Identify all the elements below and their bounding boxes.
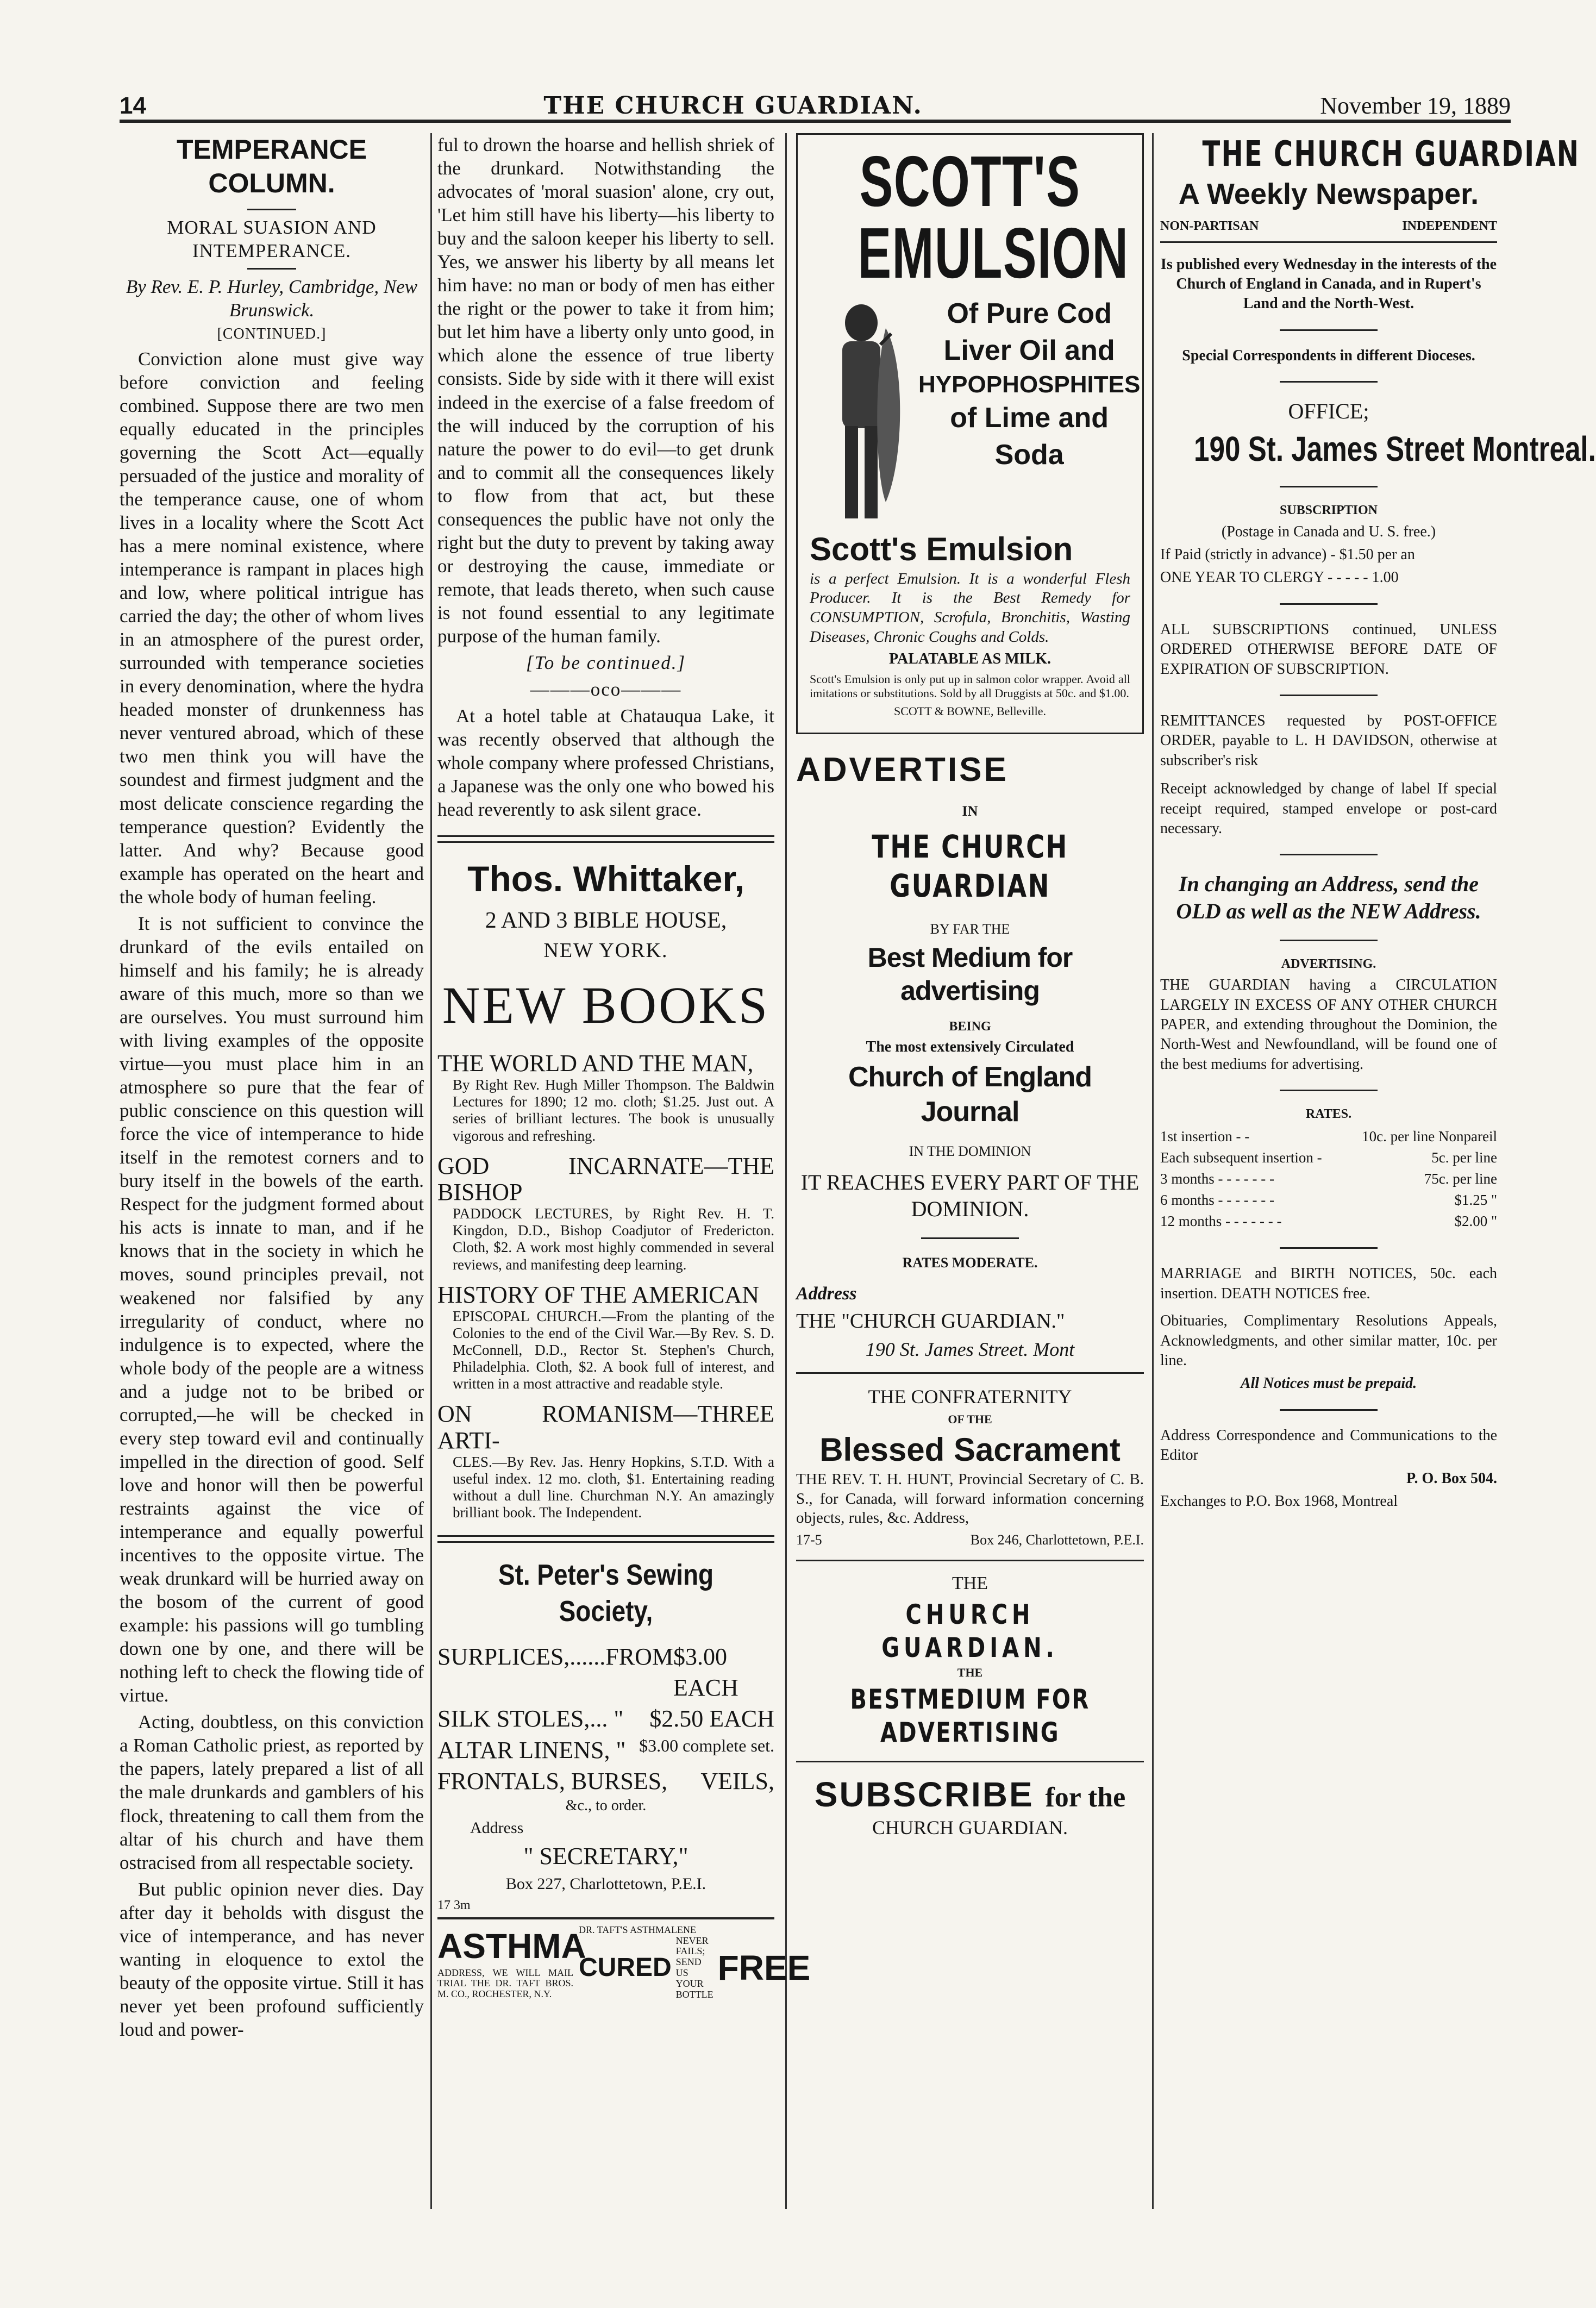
- po-box: P. O. Box 504.: [1406, 1469, 1497, 1487]
- scott-subhead: Scott's Emulsion: [810, 531, 1073, 567]
- publisher-city: NEW YORK.: [543, 939, 668, 962]
- order-note: &c., to order.: [565, 1797, 647, 1814]
- secretary: " SECRETARY,": [523, 1843, 689, 1870]
- ad-ref: 17 3m: [437, 1898, 471, 1913]
- column-rule: [1152, 133, 1154, 2209]
- rate-row: [1160, 1168, 1497, 1190]
- ingredient-line: Liver Oil and: [943, 334, 1115, 366]
- book-title: HISTORY OF THE AMERICAN: [437, 1281, 760, 1308]
- publisher-column: [1160, 133, 1596, 2215]
- guardian-name-wrap: [796, 1598, 1144, 1665]
- rate-row: [1160, 1147, 1497, 1168]
- item-price: $3.00 complete set.: [639, 1735, 774, 1755]
- guardian-name: CHURCH GUARDIAN.: [881, 1598, 1059, 1664]
- asthma-maker: DR. TAFT'S ASTHMALENE: [579, 1924, 696, 1935]
- published-note: Is published every Wednesday in the interests of the Church of England in Canada, and in Rupert's Land and the North-West.: [1160, 255, 1497, 312]
- rate-value: 75c. per line: [1424, 1170, 1497, 1187]
- masthead: THE CHURCH GUARDIAN: [1202, 134, 1580, 174]
- divider: [247, 268, 296, 270]
- book-description: CLES.—By Rev. Jas. Henry Hopkins, S.T.D. With a useful index. 12 mo. cloth, $1. Entertaining reading without a dull line. Churchman N.Y. An amazingly brilliant book. The Independent.: [453, 1453, 774, 1521]
- ingredient-line: Soda: [994, 439, 1064, 471]
- asthma-ad: [437, 1917, 811, 2000]
- scotts-emulsion-ad: [796, 133, 1144, 734]
- book-title: THE WORLD AND THE MAN,: [437, 1050, 754, 1077]
- scott-maker: SCOTT & BOWNE, Belleville.: [893, 704, 1047, 718]
- scott-title-1: SCOTT'S: [859, 141, 1081, 221]
- book-title: GOD INCARNATE—THE BISHOP: [437, 1152, 774, 1205]
- paragraph: Acting, doubtless, on this conviction a Roman Catholic priest, as reported by the papers, lately prepared a list of all the male drunkards and gamblers of his flock, threatening to call them from the altar of his church and have them ostracised from all respectable society.: [120, 1711, 424, 1873]
- divider: [796, 1372, 1144, 1374]
- correspondents: Special Correspondents in different Dioceses.: [1182, 347, 1475, 364]
- best-medium: Best Medium for advertising: [867, 942, 1073, 1006]
- whittaker-ad: [437, 857, 774, 1521]
- divider: [796, 1560, 1144, 1561]
- scott-description: is a perfect Emulsion. It is a wonderful Flesh Producer. It is the Best Remedy for CONSUMPTION, Scrofula, Bronchitis, Wasting Diseases, Chronic Coughs and Colds.: [810, 570, 1130, 646]
- paper-name-wrap: [796, 828, 1144, 905]
- book-entry: [437, 1401, 774, 1521]
- dominion: IN THE DOMINION: [909, 1143, 1031, 1159]
- in-word: IN: [962, 803, 978, 820]
- marriage-notices: MARRIAGE and BIRTH NOTICES, 50c. each insertion. DEATH NOTICES free.: [1160, 1265, 1497, 1302]
- divider: [1280, 854, 1378, 855]
- double-rule: [437, 835, 774, 843]
- guardian-address: THE "CHURCH GUARDIAN.": [796, 1309, 1065, 1333]
- separator: ———oco———: [530, 679, 682, 700]
- divider: [1280, 486, 1378, 487]
- rate-row: [1160, 1211, 1497, 1232]
- box-address: Box 246, Charlottetown, P.E.I.: [970, 1531, 1144, 1548]
- item-name: SURPLICES,......FROM: [437, 1643, 674, 1670]
- stance-row: [1160, 218, 1497, 235]
- rate-row: [1160, 1126, 1497, 1147]
- fisherman-with-cod-illustration: [810, 296, 913, 529]
- column-rule: [785, 133, 787, 2209]
- free-word: FREE: [717, 1948, 811, 1987]
- rate-label: 6 months - - - - - - -: [1160, 1192, 1274, 1209]
- divider: [1280, 381, 1378, 383]
- cured-word: CURED: [579, 1953, 672, 1982]
- address-label: Address: [470, 1819, 524, 1837]
- paragraph: But public opinion never dies. Day after day it beholds with disgust the vice of intemperance, and has never wanting in eloquence to extol the beauty of the opposite virtue. Still it has never yet been profound sufficiently loud and power-: [120, 1878, 424, 2040]
- item-price: VEILS,: [700, 1767, 774, 1794]
- box-address: Box 227, Charlottetown, P.E.I.: [505, 1875, 706, 1893]
- divider: [1280, 1247, 1378, 1249]
- ad-ref: 17-5: [796, 1531, 822, 1548]
- page-number: 14: [120, 92, 146, 119]
- book-description: By Right Rev. Hugh Miller Thompson. The Baldwin Lectures for 1890; 12 mo. cloth; $1.25. Just out. A series of brilliant lectures. The book is unusually vigorous and refreshing.: [453, 1077, 774, 1144]
- address-label: Address: [796, 1284, 857, 1304]
- by-far: BY FAR THE: [930, 921, 1010, 937]
- rate-value: $1.25 ": [1454, 1192, 1497, 1209]
- item-price: $2.50 EACH: [649, 1705, 774, 1732]
- remittances: REMITTANCES requested by POST-OFFICE ORDER, payable to L. H DAVIDSON, otherwise at subscriber's risk: [1160, 712, 1497, 769]
- book-entry: [437, 1282, 774, 1393]
- clergy-rate: ONE YEAR TO CLERGY - - - - - 1.00: [1160, 569, 1399, 586]
- to-be-continued: [To be continued.]: [525, 652, 686, 674]
- asthma-fine-print: ADDRESS, WE WILL MAIL TRIAL THE DR. TAFT BROS. M. CO., ROCHESTER, N.Y.: [437, 1967, 573, 2000]
- subscription-heading: SUBSCRIPTION: [1279, 503, 1378, 518]
- price-row: [437, 1703, 774, 1734]
- book-entry: [437, 1153, 774, 1273]
- article-subheading: MORAL SUASION AND INTEMPERANCE.: [167, 217, 377, 262]
- best-medium-wrap: [796, 1683, 1144, 1750]
- advertising-body: THE GUARDIAN having a CIRCULATION LARGELY IN EXCESS OF ANY OTHER CHURCH PAPER, and extending throughout the Dominion, the North-West and Newfoundland, will be found one of the best mediums for advertising.: [1160, 977, 1497, 1073]
- best-medium: BESTMEDIUM FOR ADVERTISING: [850, 1683, 1090, 1749]
- receipt: Receipt acknowledged by change of label If special receipt required, stamped envelope or post-card necessary.: [1160, 780, 1497, 837]
- confraternity-body: THE REV. T. H. HUNT, Provincial Secretary of C. B. S., for Canada, will forward information concerning objects, rules, &c. Address,: [796, 1470, 1144, 1527]
- postage-note: (Postage in Canada and U. S. free.): [1221, 523, 1436, 540]
- paragraph: It is not sufficient to convince the drunkard of the evils entailed on himself and his family; he is already aware of this much, more so than we are ourselves. You must surround him with living examples of the opposite virtue—you must place him in an atmosphere so pure that the fear of public conscience on this question will force the vice of intemperance to hide itself in the remotest corners and to bury itself in the bowels of the earth. Respect for the judgment formed about his acts is innate to man, and if he knows that in the society in which he moves, sound principles prevail, not weakened nor falsified by any irregularity of conduct, where no indulgence is to expected, where the whole body of the people are a witness and a judge not to be bribed or corrupted,—he will be checked in every step toward evil and continually impelled in the direction of good. Self love and honor will then be powerful restraints against the vice of intemperance and equally powerful incentives to the opposite virtue. The weak drunkard will be hurried away on the bosom of the current of good example: his passions will go tumbling down one by one, and there will be nothing left to check the flowing tide of virtue.: [120, 912, 424, 1706]
- price-row: [437, 1766, 774, 1797]
- guardian-ad: [796, 1572, 1144, 1750]
- divider: [247, 209, 296, 210]
- advertising-heading: ADVERTISING.: [1281, 956, 1376, 971]
- subscribe-line: [796, 1773, 1144, 1816]
- advertise-word: ADVERTISE: [796, 751, 1009, 789]
- ingredient-line: of Lime and: [950, 402, 1109, 434]
- asthma-left: [437, 1925, 586, 2000]
- asthma-cure-line: [579, 1936, 810, 2000]
- column-heading: TEMPERANCE COLUMN.: [176, 134, 367, 198]
- price-row: [437, 1735, 774, 1766]
- office-label: OFFICE;: [1288, 399, 1369, 424]
- subscribe-ad: [796, 1773, 1144, 1840]
- rate-row: [1160, 1190, 1497, 1211]
- new-books-heading: NEW BOOKS: [442, 975, 770, 1034]
- subscribe-paper: CHURCH GUARDIAN.: [872, 1817, 1068, 1839]
- paragraph: ful to drown the hoarse and hellish shriek of the drunkard. Notwithstanding the advocates of 'moral suasion' alone, cry out, 'Let him still have his liberty—his liberty to buy and the saloon keeper his liberty to sell. Yes, we answer his liberty by all means let him have: no man or body of men has either the right or the power to take it from him; but let him have a liberty only unto good, in which alone the essence of true liberty consists. Side by side with it there will exist indeed in the exercise of a false freedom of the will induced by the corruption of his nature the power to do evil—to get drunk and to commit all the consequences likely to flow from that act, but these consequences the public have not only the right but the duty to prevent by taking away or destroying the cause, immediate or remote, that leads thereto, when such cause is not found essential to any legitimate purpose of the human family.: [437, 134, 774, 647]
- ingredient-line: Of Pure Cod: [947, 298, 1112, 329]
- divider: [796, 1761, 1144, 1762]
- asthma-fine-print-2: NEVER FAILS; SEND US YOUR BOTTLE: [675, 1935, 713, 2000]
- obituaries: Obituaries, Complimentary Resolutions Appeals, Acknowledgments, and other similar matter, 10c. per line.: [1160, 1312, 1497, 1369]
- rate-label: 12 months - - - - - - -: [1160, 1213, 1282, 1230]
- sewing-society-ad: [437, 1557, 774, 1914]
- rate-label: 1st insertion - -: [1160, 1128, 1250, 1144]
- item-name: FRONTALS, BURSES,: [437, 1767, 668, 1794]
- street: 190 St. James Street. Mont: [865, 1338, 1075, 1360]
- continued-notice: ALL SUBSCRIPTIONS continued, UNLESS ORDERED OTHERWISE BEFORE DATE OF EXPIRATION OF SUBSCRIPTION.: [1160, 621, 1497, 678]
- palatable: PALATABLE AS MILK.: [889, 651, 1051, 668]
- book-entry: [437, 1050, 774, 1144]
- divider: [1280, 940, 1378, 941]
- scott-body: [810, 296, 1141, 529]
- divider: [1280, 603, 1378, 605]
- advertise-ad: [796, 749, 1144, 1361]
- independent: INDEPENDENT: [1402, 219, 1497, 234]
- scott-title-2: EMULSION: [858, 213, 1129, 293]
- scott-fine-print: Scott's Emulsion is only put up in salmon color wrapper. Avoid all imitations or substitutions. Sold by all Druggists at 50c. and $1.00.: [810, 672, 1130, 700]
- paper-name: THE CHURCH GUARDIAN: [872, 828, 1068, 904]
- rates-table: [1160, 1126, 1497, 1233]
- rates-moderate: RATES MODERATE.: [902, 1255, 1038, 1271]
- asthma-word: ASTHMA: [437, 1926, 586, 1966]
- confraternity-ad: [796, 1385, 1144, 1549]
- of-the: OF THE: [948, 1412, 992, 1427]
- publisher-name: Thos. Whittaker,: [467, 859, 744, 899]
- item-name: SILK STOLES,... ": [437, 1705, 624, 1732]
- anecdote: At a hotel table at Chatauqua Lake, it was recently observed that although the whole company where professed Christians, a Japanese was the only one who bowed his head reverently to ask silent grace.: [437, 705, 774, 821]
- rate-label: Each subsequent insertion -: [1160, 1149, 1322, 1166]
- rate-value: 10c. per line Nonpareil: [1362, 1128, 1497, 1144]
- rate-label: 3 months - - - - - - -: [1160, 1170, 1274, 1187]
- rate-value: 5c. per line: [1431, 1149, 1497, 1166]
- book-description: EPISCOPAL CHURCH.—From the planting of the Colonies to the end of the Civil War.—By Rev. S. D. McConnell, D.D., Rector St. Stephen's Church, Philadelphia. Cloth, $2. A book full of interest, and written in a most attractive and readable style.: [453, 1308, 774, 1392]
- temperance-column: [120, 133, 424, 2215]
- rates-heading: RATES.: [1305, 1107, 1352, 1122]
- correspondence: Address Correspondence and Communications to the Editor: [1160, 1427, 1497, 1464]
- item-name: ALTAR LINENS, ": [437, 1736, 626, 1763]
- running-head: [120, 82, 1511, 123]
- confraternity-line: THE CONFRATERNITY: [868, 1385, 1072, 1408]
- column-rule: [430, 133, 432, 2209]
- prepaid-note: All Notices must be prepaid.: [1240, 1375, 1417, 1392]
- item-price: $3.00 EACH: [673, 1643, 738, 1702]
- double-rule: [437, 1535, 774, 1543]
- paragraph: Conviction alone must give way before conviction and feeling combined. Suppose there are two men equally educated in the principles governing the Scott Act—equally persuaded of the justice and morality of the temperance cause, one of whom lives in a locality where the Scott Act has a mere nominal existence, where intemperance is rampant in places high and low, where political intrigue has carried the day; the other of whom lives in an atmosphere of the purest order, surrounded with temperance societies in every denomination, where the hydra headed monster of drunkenness has never ventured abroad, which of these two men think you will have the soundest and firmest judgment and the most delicate conscience regarding the temperance question? Evidently the latter. And why? Because good example has operated on the heart and the whole body of human feeling.: [120, 348, 424, 908]
- the: THE: [957, 1665, 983, 1679]
- office-address: 190 St. James Street Montreal.: [1194, 429, 1596, 469]
- rate-value: $2.00 ": [1454, 1213, 1497, 1230]
- exchanges: Exchanges to P.O. Box 1968, Montreal: [1160, 1492, 1398, 1510]
- reaches: IT REACHES EVERY PART OF THE DOMINION.: [800, 1169, 1140, 1221]
- newspaper-title: THE CHURCH GUARDIAN.: [543, 92, 923, 120]
- subscribe-word: SUBSCRIBE: [814, 1774, 1034, 1814]
- divider: [921, 1237, 1019, 1239]
- blessed-sacrament: Blessed Sacrament: [819, 1431, 1121, 1468]
- most-circulated: The most extensively Circulated: [866, 1039, 1074, 1056]
- for-the: for the: [1045, 1781, 1126, 1813]
- scott-ingredients: [918, 296, 1140, 474]
- book-description: PADDOCK LECTURES, by Right Rev. H. T. Kingdon, D.D., Bishop Coadjutor of Fredericton. Cloth, $2. A work most highly commended in several reviews, and manifesting deep learning.: [453, 1205, 774, 1273]
- divider: [1280, 329, 1378, 331]
- divider: [1160, 241, 1497, 243]
- advertising-column: [796, 133, 1144, 2215]
- ingredient-line: HYPOPHOSPHITES: [918, 371, 1141, 398]
- sewing-heading: St. Peter's Sewing Society,: [498, 1559, 714, 1628]
- the: THE: [952, 1573, 988, 1593]
- divider: [1280, 1409, 1378, 1411]
- publisher-address: 2 AND 3 BIBLE HOUSE,: [485, 908, 727, 933]
- non-partisan: NON-PARTISAN: [1160, 219, 1259, 234]
- asthma-right: [579, 1925, 810, 2000]
- being: BEING: [949, 1019, 991, 1034]
- issue-date: November 19, 1889: [1320, 92, 1511, 119]
- journal: Church of England Journal: [848, 1061, 1092, 1128]
- divider: [1280, 1090, 1378, 1091]
- divider: [1280, 695, 1378, 696]
- if-paid: If Paid (strictly in advance) - $1.50 per an: [1160, 546, 1415, 564]
- change-address-note: In changing an Address, send the OLD as well as the NEW Address.: [1176, 872, 1481, 923]
- continued-label: [CONTINUED.]: [217, 326, 327, 343]
- book-title: ON ROMANISM—THREE ARTI-: [437, 1400, 774, 1454]
- price-row: [437, 1641, 774, 1703]
- byline: By Rev. E. P. Hurley, Cambridge, New Brunswick.: [126, 276, 418, 321]
- weekly-newspaper: A Weekly Newspaper.: [1178, 177, 1479, 210]
- confraternity-footer: [796, 1531, 1144, 1549]
